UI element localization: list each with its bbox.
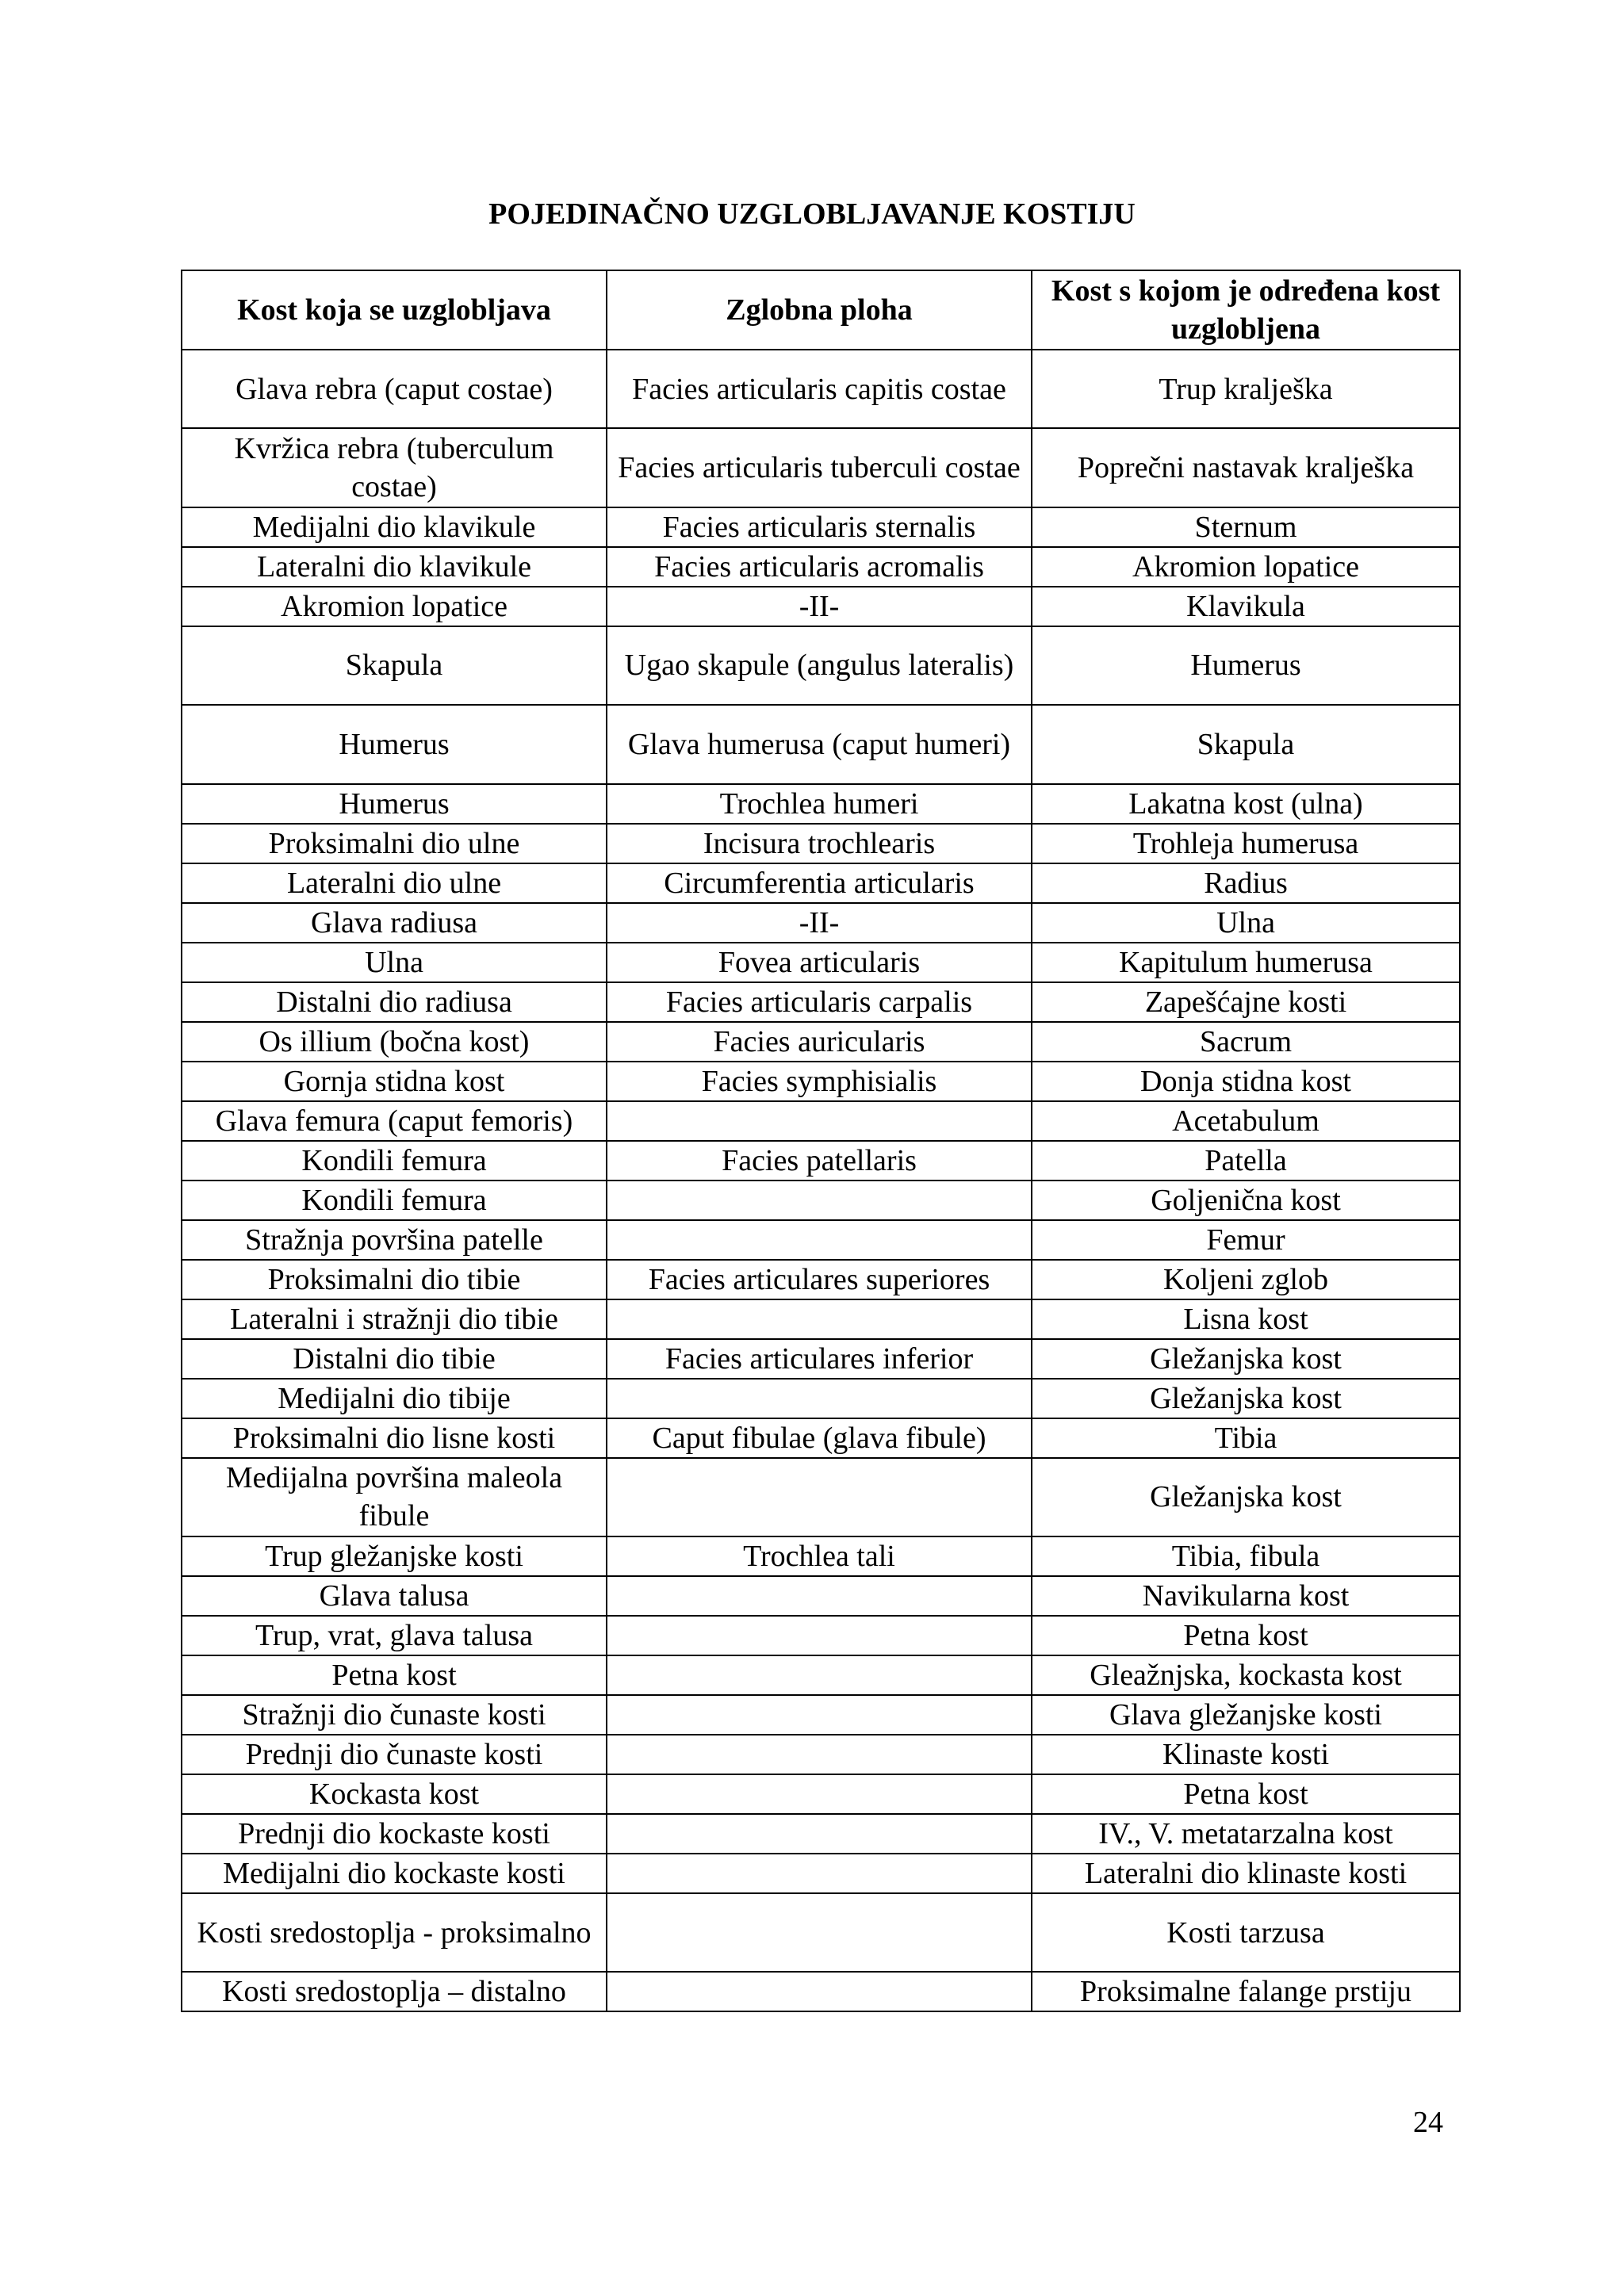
cell-partner-bone: Ulna xyxy=(1032,903,1460,943)
cell-joint-surface: Facies patellaris xyxy=(607,1141,1032,1181)
cell-joint-surface: Trochlea humeri xyxy=(607,784,1032,824)
cell-joint-surface: Facies articularis sternalis xyxy=(607,507,1032,547)
cell-articulating-bone: Skapula xyxy=(182,626,607,705)
cell-joint-surface xyxy=(607,1379,1032,1418)
cell-partner-bone: Gležanjska kost xyxy=(1032,1379,1460,1418)
cell-articulating-bone: Kondili femura xyxy=(182,1141,607,1181)
table-row xyxy=(182,1695,1460,1735)
table-row xyxy=(182,1339,1460,1379)
table-row xyxy=(182,1536,1460,1576)
table-row xyxy=(182,587,1460,626)
table-row xyxy=(182,1735,1460,1774)
table-row xyxy=(182,1299,1460,1339)
cell-articulating-bone: Humerus xyxy=(182,705,607,783)
table-row xyxy=(182,1141,1460,1181)
cell-articulating-bone: Glava rebra (caput costae) xyxy=(182,350,607,428)
cell-articulating-bone: Ulna xyxy=(182,943,607,982)
cell-joint-surface: Ugao skapule (angulus lateralis) xyxy=(607,626,1032,705)
cell-partner-bone: Goljenična kost xyxy=(1032,1181,1460,1220)
cell-joint-surface: Facies articularis capitis costae xyxy=(607,350,1032,428)
cell-partner-bone: Kosti tarzusa xyxy=(1032,1893,1460,1972)
cell-joint-surface: Glava humerusa (caput humeri) xyxy=(607,705,1032,783)
cell-partner-bone: Lisna kost xyxy=(1032,1299,1460,1339)
table-row xyxy=(182,1616,1460,1655)
table-row xyxy=(182,350,1460,428)
cell-joint-surface xyxy=(607,1458,1032,1536)
cell-articulating-bone: Kondili femura xyxy=(182,1181,607,1220)
page-title: POJEDINAČNO UZGLOBLJAVANJE KOSTIJU xyxy=(488,197,1136,231)
cell-partner-bone: Trup kralješka xyxy=(1032,350,1460,428)
cell-partner-bone: Lakatna kost (ulna) xyxy=(1032,784,1460,824)
cell-partner-bone: Gleažnjska, kockasta kost xyxy=(1032,1655,1460,1695)
cell-partner-bone: Poprečni nastavak kralješka xyxy=(1032,428,1460,507)
table-body xyxy=(182,350,1460,2011)
cell-articulating-bone: Stražnji dio čunaste kosti xyxy=(182,1695,607,1735)
cell-articulating-bone: Distalni dio tibie xyxy=(182,1339,607,1379)
cell-partner-bone: Gležanjska kost xyxy=(1032,1339,1460,1379)
header-partner-bone: Kost s kojom je određena kost uzglobljena xyxy=(1032,270,1460,350)
cell-joint-surface: Facies articularis tuberculi costae xyxy=(607,428,1032,507)
header-articulating-bone: Kost koja se uzglobljava xyxy=(182,270,607,350)
table-row xyxy=(182,1972,1460,2011)
cell-partner-bone: Patella xyxy=(1032,1141,1460,1181)
cell-joint-surface: -II- xyxy=(607,903,1032,943)
cell-partner-bone: Lateralni dio klinaste kosti xyxy=(1032,1854,1460,1893)
cell-joint-surface xyxy=(607,1972,1032,2011)
cell-partner-bone: Zapešćajne kosti xyxy=(1032,982,1460,1022)
cell-articulating-bone: Lateralni dio ulne xyxy=(182,863,607,903)
cell-joint-surface: Fovea articularis xyxy=(607,943,1032,982)
cell-joint-surface xyxy=(607,1101,1032,1141)
cell-partner-bone: Tibia, fibula xyxy=(1032,1536,1460,1576)
cell-partner-bone: Glava gležanjske kosti xyxy=(1032,1695,1460,1735)
cell-articulating-bone: Kvržica rebra (tuberculum costae) xyxy=(182,428,607,507)
table-row xyxy=(182,824,1460,863)
cell-joint-surface: Facies articulares inferior xyxy=(607,1339,1032,1379)
cell-articulating-bone: Os illium (bočna kost) xyxy=(182,1022,607,1062)
cell-partner-bone: Sternum xyxy=(1032,507,1460,547)
cell-articulating-bone: Akromion lopatice xyxy=(182,587,607,626)
table-row xyxy=(182,784,1460,824)
cell-joint-surface: Facies auricularis xyxy=(607,1022,1032,1062)
cell-articulating-bone: Humerus xyxy=(182,784,607,824)
cell-articulating-bone: Proksimalni dio tibie xyxy=(182,1260,607,1299)
cell-articulating-bone: Kosti sredostoplja – distalno xyxy=(182,1972,607,2011)
cell-joint-surface: Facies articularis acromalis xyxy=(607,547,1032,587)
table-row xyxy=(182,1655,1460,1695)
cell-partner-bone: Sacrum xyxy=(1032,1022,1460,1062)
cell-articulating-bone: Trup, vrat, glava talusa xyxy=(182,1616,607,1655)
cell-joint-surface xyxy=(607,1814,1032,1854)
table-row xyxy=(182,903,1460,943)
cell-joint-surface: Circumferentia articularis xyxy=(607,863,1032,903)
cell-joint-surface xyxy=(607,1299,1032,1339)
table-row xyxy=(182,1181,1460,1220)
cell-partner-bone: Tibia xyxy=(1032,1418,1460,1458)
cell-joint-surface: Incisura trochlearis xyxy=(607,824,1032,863)
page-number: 24 xyxy=(1413,2106,1443,2139)
cell-partner-bone: Trohleja humerusa xyxy=(1032,824,1460,863)
cell-partner-bone: Petna kost xyxy=(1032,1774,1460,1814)
table-row xyxy=(182,1022,1460,1062)
cell-articulating-bone: Medijalni dio tibije xyxy=(182,1379,607,1418)
cell-joint-surface: Trochlea tali xyxy=(607,1536,1032,1576)
table-header-row xyxy=(182,270,1460,350)
cell-partner-bone: Klavikula xyxy=(1032,587,1460,626)
cell-articulating-bone: Kosti sredostoplja - proksimalno xyxy=(182,1893,607,1972)
cell-joint-surface: Facies symphisialis xyxy=(607,1062,1032,1101)
cell-articulating-bone: Distalni dio radiusa xyxy=(182,982,607,1022)
cell-joint-surface xyxy=(607,1854,1032,1893)
cell-joint-surface xyxy=(607,1576,1032,1616)
cell-joint-surface xyxy=(607,1893,1032,1972)
table-row xyxy=(182,1379,1460,1418)
cell-articulating-bone: Gornja stidna kost xyxy=(182,1062,607,1101)
cell-partner-bone: Donja stidna kost xyxy=(1032,1062,1460,1101)
cell-partner-bone: Humerus xyxy=(1032,626,1460,705)
table-row xyxy=(182,626,1460,705)
cell-joint-surface xyxy=(607,1774,1032,1814)
cell-partner-bone: Akromion lopatice xyxy=(1032,547,1460,587)
cell-joint-surface: -II- xyxy=(607,587,1032,626)
table-row xyxy=(182,428,1460,507)
cell-articulating-bone: Prednji dio kockaste kosti xyxy=(182,1814,607,1854)
cell-articulating-bone: Kockasta kost xyxy=(182,1774,607,1814)
table-row xyxy=(182,1576,1460,1616)
cell-partner-bone: Acetabulum xyxy=(1032,1101,1460,1141)
cell-partner-bone: IV., V. metatarzalna kost xyxy=(1032,1814,1460,1854)
cell-partner-bone: Proksimalne falange prstiju xyxy=(1032,1972,1460,2011)
table-row xyxy=(182,1774,1460,1814)
table-row xyxy=(182,1814,1460,1854)
cell-articulating-bone: Medijalni dio kockaste kosti xyxy=(182,1854,607,1893)
cell-joint-surface: Facies articulares superiores xyxy=(607,1260,1032,1299)
table-row xyxy=(182,943,1460,982)
cell-articulating-bone: Medijalna površina maleola fibule xyxy=(182,1458,607,1536)
cell-articulating-bone: Proksimalni dio lisne kosti xyxy=(182,1418,607,1458)
cell-joint-surface: Facies articularis carpalis xyxy=(607,982,1032,1022)
cell-joint-surface xyxy=(607,1735,1032,1774)
table-row xyxy=(182,1854,1460,1893)
joints-table xyxy=(181,270,1461,2012)
cell-joint-surface xyxy=(607,1695,1032,1735)
cell-articulating-bone: Glava femura (caput femoris) xyxy=(182,1101,607,1141)
cell-articulating-bone: Prednji dio čunaste kosti xyxy=(182,1735,607,1774)
cell-partner-bone: Navikularna kost xyxy=(1032,1576,1460,1616)
table-row xyxy=(182,1101,1460,1141)
cell-partner-bone: Kapitulum humerusa xyxy=(1032,943,1460,982)
table-row xyxy=(182,705,1460,783)
cell-articulating-bone: Lateralni dio klavikule xyxy=(182,547,607,587)
cell-articulating-bone: Stražnja površina patelle xyxy=(182,1220,607,1260)
cell-articulating-bone: Petna kost xyxy=(182,1655,607,1695)
cell-articulating-bone: Proksimalni dio ulne xyxy=(182,824,607,863)
cell-joint-surface xyxy=(607,1616,1032,1655)
table-row xyxy=(182,863,1460,903)
table-row xyxy=(182,1220,1460,1260)
table-row xyxy=(182,547,1460,587)
cell-partner-bone: Femur xyxy=(1032,1220,1460,1260)
cell-partner-bone: Petna kost xyxy=(1032,1616,1460,1655)
cell-partner-bone: Koljeni zglob xyxy=(1032,1260,1460,1299)
table-row xyxy=(182,1062,1460,1101)
table-row xyxy=(182,507,1460,547)
cell-joint-surface: Caput fibulae (glava fibule) xyxy=(607,1418,1032,1458)
cell-joint-surface xyxy=(607,1655,1032,1695)
cell-articulating-bone: Glava talusa xyxy=(182,1576,607,1616)
table-row xyxy=(182,1418,1460,1458)
cell-partner-bone: Gležanjska kost xyxy=(1032,1458,1460,1536)
cell-articulating-bone: Trup gležanjske kosti xyxy=(182,1536,607,1576)
table-row xyxy=(182,1893,1460,1972)
table-row xyxy=(182,1260,1460,1299)
table-row xyxy=(182,1458,1460,1536)
cell-partner-bone: Skapula xyxy=(1032,705,1460,783)
cell-articulating-bone: Glava radiusa xyxy=(182,903,607,943)
header-joint-surface: Zglobna ploha xyxy=(607,270,1032,350)
cell-joint-surface xyxy=(607,1220,1032,1260)
cell-articulating-bone: Lateralni i stražnji dio tibie xyxy=(182,1299,607,1339)
table-row xyxy=(182,982,1460,1022)
cell-joint-surface xyxy=(607,1181,1032,1220)
cell-articulating-bone: Medijalni dio klavikule xyxy=(182,507,607,547)
cell-partner-bone: Klinaste kosti xyxy=(1032,1735,1460,1774)
cell-partner-bone: Radius xyxy=(1032,863,1460,903)
